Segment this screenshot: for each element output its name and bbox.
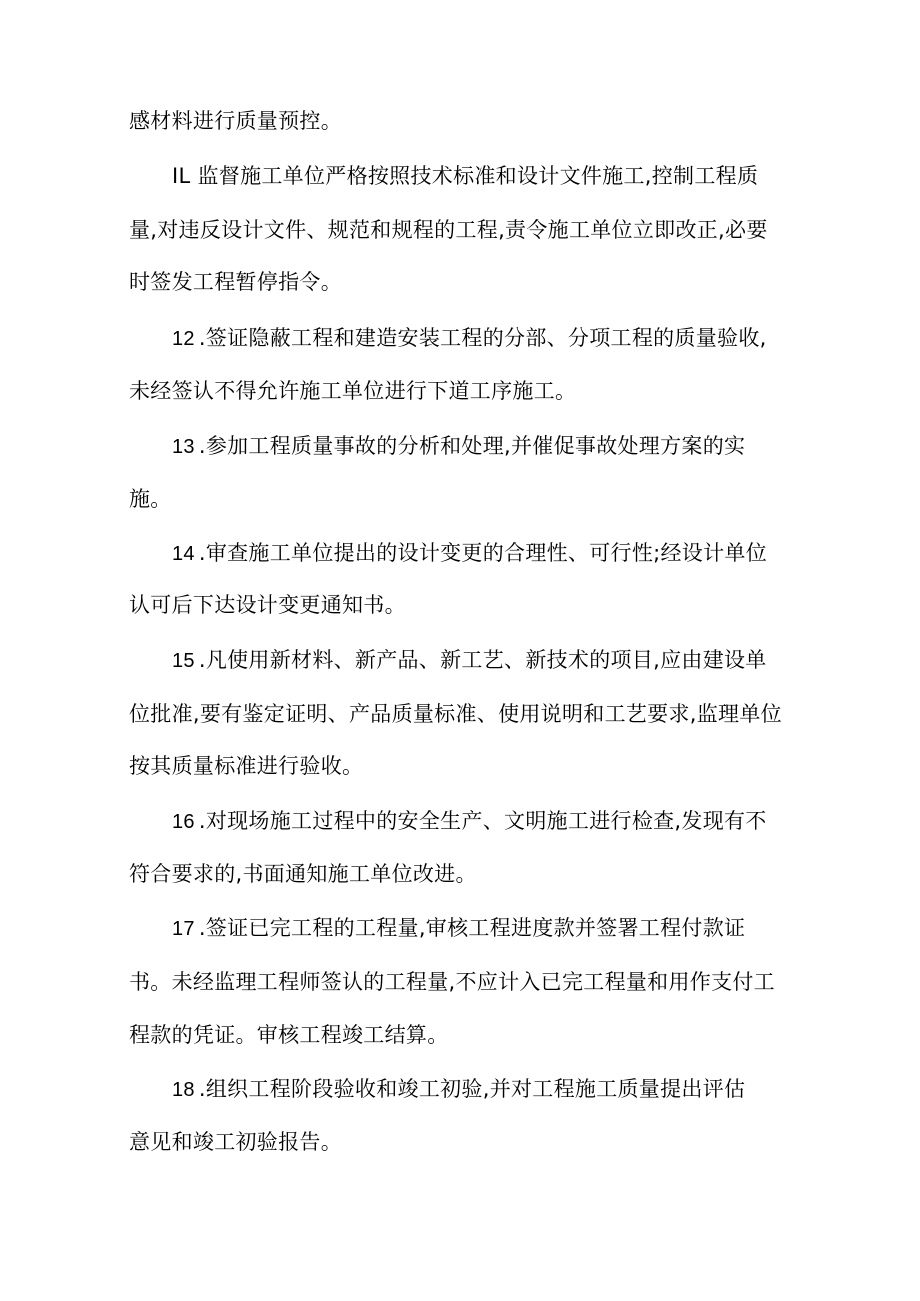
item-number: 17	[172, 918, 195, 940]
paragraph-line: .签证隐蔽工程和建造安装工程的分部、分项工程的质量验收,	[198, 326, 767, 350]
paragraph-line: .组织工程阶段验收和竣工初验,并对工程施工质量提出评估	[198, 1077, 746, 1101]
paragraph-line: .对现场施工过程中的安全生产、文明施工进行检查,发现有不	[198, 809, 767, 833]
list-item	[172, 645, 767, 676]
list-item	[172, 913, 745, 944]
list-item	[172, 1074, 745, 1105]
paragraph-line: 未经签认不得允许施工单位进行下道工序施工。	[129, 379, 577, 403]
item-number: 13	[172, 436, 195, 458]
paragraph-line: 感材料进行质量预控。	[129, 109, 342, 133]
paragraph-line: 量,对违反设计文件、规范和规程的工程,责令施工单位立即改正,必要	[129, 218, 768, 242]
paragraph-line: 书。未经监理工程师签认的工程量,不应计入已完工程量和用作支付工	[129, 970, 775, 994]
list-item	[172, 323, 767, 354]
paragraph-line: .凡使用新材料、新产品、新工艺、新技术的项目,应由建设单	[198, 648, 767, 672]
paragraph-line: 按其质量标准进行验收。	[129, 754, 364, 778]
paragraph-line: 时签发工程暂停指令。	[129, 270, 342, 294]
paragraph-line: .审查施工单位提出的设计变更的合理性、可行性;经设计单位	[198, 541, 768, 565]
paragraph-line: .参加工程质量事故的分析和处理,并催促事故处理方案的实	[198, 434, 746, 458]
paragraph-line: 施。	[129, 487, 172, 511]
list-item	[172, 431, 745, 462]
paragraph-line: 位批准,要有鉴定证明、产品质量标准、使用说明和工艺要求,监理单位	[129, 702, 782, 726]
item-number: 16	[172, 811, 195, 833]
item-number: 14	[172, 543, 195, 565]
paragraph-line: IL 监督施工单位严格按照技术标准和设计文件施工,控制工程质	[172, 164, 759, 188]
paragraph-line: 认可后下达设计变更通知书。	[129, 593, 406, 617]
item-number: 12	[172, 328, 195, 350]
list-item	[172, 806, 767, 837]
list-item	[172, 538, 767, 569]
paragraph-line: 符合要求的,书面通知施工单位改进。	[129, 862, 477, 886]
item-number: 15	[172, 650, 195, 672]
item-number: 18	[172, 1079, 195, 1101]
paragraph-line: 意见和竣工初验报告。	[129, 1130, 342, 1154]
paragraph-line: .签证已完工程的工程量,审核工程进度款并签署工程付款证	[198, 916, 746, 940]
paragraph-line: 程款的凭证。审核工程竣工结算。	[129, 1023, 449, 1047]
